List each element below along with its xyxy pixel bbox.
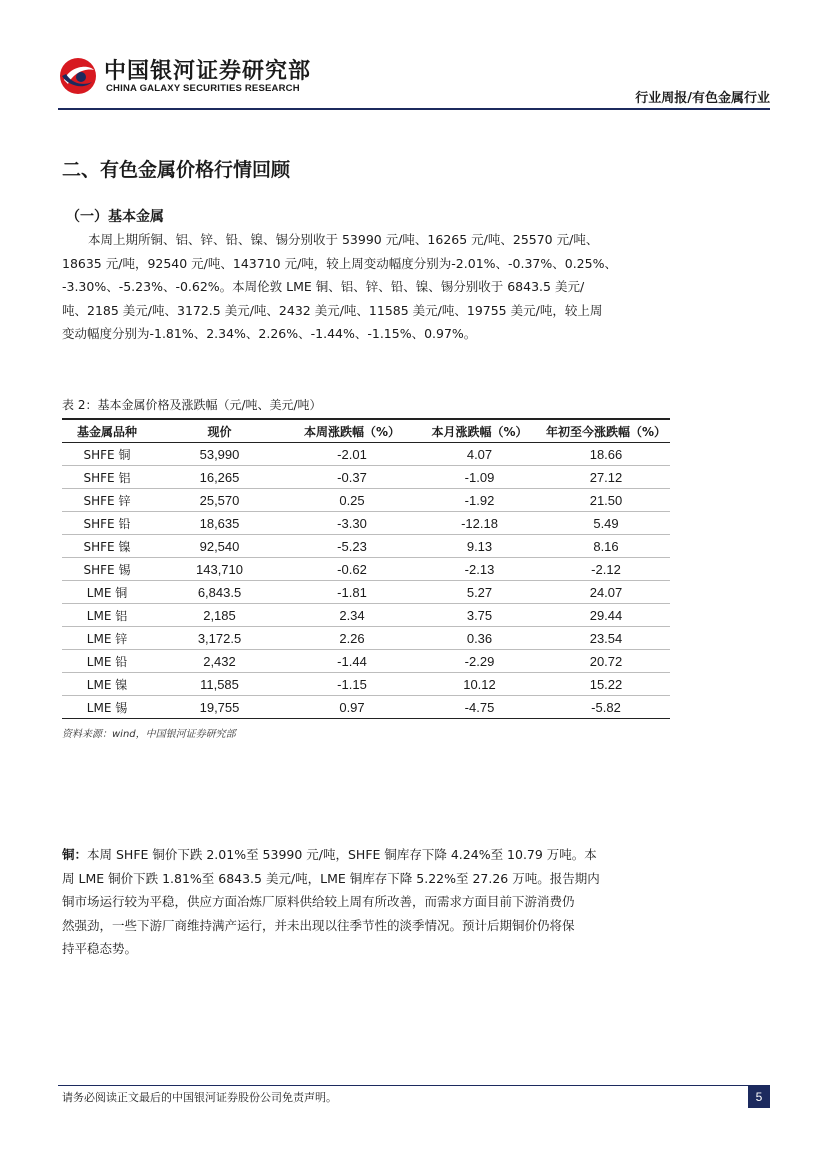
metal-name-cell: LME 铝 bbox=[62, 604, 152, 627]
table-body bbox=[62, 443, 670, 719]
value-cell: 15.22 bbox=[542, 673, 670, 696]
value-cell: 5.27 bbox=[417, 581, 542, 604]
value-cell: 16,265 bbox=[152, 466, 287, 489]
value-cell: -12.18 bbox=[417, 512, 542, 535]
table-row bbox=[62, 673, 670, 696]
value-cell: -5.82 bbox=[542, 696, 670, 719]
page-header bbox=[58, 52, 770, 108]
paragraph-line: 持平稳态势。 bbox=[62, 941, 138, 956]
metal-name-cell: SHFE 铝 bbox=[62, 466, 152, 489]
value-cell: 92,540 bbox=[152, 535, 287, 558]
logo-chinese-name: 中国银河证券研究部 bbox=[104, 59, 312, 84]
value-cell: -2.01 bbox=[287, 443, 417, 466]
metal-name-cell: SHFE 铜 bbox=[62, 443, 152, 466]
table-caption: 表 2：基本金属价格及涨跌幅（元/吨、美元/吨） bbox=[62, 398, 322, 412]
column-header: 本周涨跌幅（%） bbox=[287, 419, 417, 443]
metal-name-cell: LME 锡 bbox=[62, 696, 152, 719]
value-cell: 5.49 bbox=[542, 512, 670, 535]
value-cell: -4.75 bbox=[417, 696, 542, 719]
table-row bbox=[62, 696, 670, 719]
value-cell: 29.44 bbox=[542, 604, 670, 627]
table-row bbox=[62, 535, 670, 558]
column-header: 本月涨跌幅（%） bbox=[417, 419, 542, 443]
value-cell: 20.72 bbox=[542, 650, 670, 673]
value-cell: 6,843.5 bbox=[152, 581, 287, 604]
value-cell: 2.26 bbox=[287, 627, 417, 650]
subsection-title: （一）基本金属 bbox=[66, 209, 164, 225]
value-cell: -1.81 bbox=[287, 581, 417, 604]
column-header: 年初至今涨跌幅（%） bbox=[542, 419, 670, 443]
value-cell: -2.29 bbox=[417, 650, 542, 673]
value-cell: -1.92 bbox=[417, 489, 542, 512]
metal-name-cell: SHFE 锡 bbox=[62, 558, 152, 581]
table-row bbox=[62, 489, 670, 512]
value-cell: 21.50 bbox=[542, 489, 670, 512]
paragraph-line bbox=[62, 843, 630, 867]
table-row bbox=[62, 650, 670, 673]
paragraph-line: 18635 元/吨，92540 元/吨、143710 元/吨，较上周变动幅度分别为-2.01%、-0.37%、0.25%、 bbox=[62, 255, 617, 271]
value-cell: 19,755 bbox=[152, 696, 287, 719]
value-cell: 2.34 bbox=[287, 604, 417, 627]
paragraph-line: 周 LME 铜价下跌 1.81%至 6843.5 美元/吨，LME 铜库存下降 5.22%至 27.26 万吨。报告期内 bbox=[62, 870, 600, 886]
value-cell: 9.13 bbox=[417, 535, 542, 558]
base-metals-paragraph bbox=[62, 228, 630, 346]
metal-name-cell: LME 铜 bbox=[62, 581, 152, 604]
column-header: 现价 bbox=[152, 419, 287, 443]
table-row bbox=[62, 627, 670, 650]
metals-price-table bbox=[62, 418, 670, 719]
value-cell: -2.12 bbox=[542, 558, 670, 581]
copper-label: 铜： bbox=[62, 847, 88, 862]
paragraph-line: 然强劲，一些下游厂商维持满产运行，并未出现以往季节性的淡季情况。预计后期铜价仍将保 bbox=[62, 917, 575, 933]
galaxy-logo-icon bbox=[58, 56, 98, 96]
section-title: 二、有色金属价格行情回顾 bbox=[62, 159, 291, 181]
value-cell: -1.15 bbox=[287, 673, 417, 696]
footer-disclaimer: 请务必阅读正文最后的中国银河证券股份公司免责声明。 bbox=[62, 1091, 337, 1104]
page-number: 5 bbox=[748, 1086, 770, 1108]
paragraph-text: 本周 SHFE 铜价下跌 2.01%至 53990 元/吨，SHFE 铜库存下降 4.24%至 10.79 万吨。本 bbox=[87, 847, 597, 862]
table-row bbox=[62, 581, 670, 604]
value-cell: 2,185 bbox=[152, 604, 287, 627]
table-row bbox=[62, 443, 670, 466]
value-cell: 4.07 bbox=[417, 443, 542, 466]
metal-name-cell: SHFE 铅 bbox=[62, 512, 152, 535]
metal-name-cell: LME 铅 bbox=[62, 650, 152, 673]
value-cell: 0.36 bbox=[417, 627, 542, 650]
value-cell: 3,172.5 bbox=[152, 627, 287, 650]
paragraph-line: 吨、2185 美元/吨、3172.5 美元/吨、2432 美元/吨、11585 美元/吨、19755 美元/吨，较上周 bbox=[62, 302, 603, 318]
value-cell: 3.75 bbox=[417, 604, 542, 627]
paragraph-line: 铜市场运行较为平稳，供应方面冶炼厂原料供给较上周有所改善，而需求方面目前下游消费仍 bbox=[62, 894, 575, 909]
value-cell: 11,585 bbox=[152, 673, 287, 696]
metal-name-cell: LME 锌 bbox=[62, 627, 152, 650]
value-cell: 0.25 bbox=[287, 489, 417, 512]
metal-name-cell: LME 镍 bbox=[62, 673, 152, 696]
value-cell: 143,710 bbox=[152, 558, 287, 581]
value-cell: 0.97 bbox=[287, 696, 417, 719]
value-cell: -0.37 bbox=[287, 466, 417, 489]
table-row bbox=[62, 466, 670, 489]
metal-name-cell: SHFE 镍 bbox=[62, 535, 152, 558]
table-source-note: 资料来源：wind，中国银河证券研究部 bbox=[62, 729, 236, 740]
value-cell: 24.07 bbox=[542, 581, 670, 604]
metal-name-cell: SHFE 锌 bbox=[62, 489, 152, 512]
paragraph-line: -3.30%、-5.23%、-0.62%。本周伦敦 LME 铜、铝、锌、铅、镍、锡分别收于 6843.5 美元/ bbox=[62, 279, 585, 294]
value-cell: -1.09 bbox=[417, 466, 542, 489]
table-header-row bbox=[62, 419, 670, 443]
table-row bbox=[62, 512, 670, 535]
value-cell: 23.54 bbox=[542, 627, 670, 650]
value-cell: 10.12 bbox=[417, 673, 542, 696]
value-cell: 2,432 bbox=[152, 650, 287, 673]
value-cell: -3.30 bbox=[287, 512, 417, 535]
value-cell: -1.44 bbox=[287, 650, 417, 673]
value-cell: 18,635 bbox=[152, 512, 287, 535]
value-cell: -5.23 bbox=[287, 535, 417, 558]
value-cell: 27.12 bbox=[542, 466, 670, 489]
value-cell: 25,570 bbox=[152, 489, 287, 512]
header-divider bbox=[58, 108, 770, 110]
paragraph-line: 变动幅度分别为-1.81%、2.34%、2.26%、-1.44%、-1.15%、0.97%。 bbox=[62, 326, 477, 341]
column-header: 基金属品种 bbox=[62, 419, 152, 443]
table-row bbox=[62, 604, 670, 627]
paragraph-line: 本周上期所铜、铝、锌、铅、镍、锡分别收于 53990 元/吨、16265 元/吨、25570 元/吨、 bbox=[88, 232, 599, 247]
copper-paragraph bbox=[62, 843, 630, 961]
value-cell: 53,990 bbox=[152, 443, 287, 466]
value-cell: 18.66 bbox=[542, 443, 670, 466]
value-cell: -0.62 bbox=[287, 558, 417, 581]
footer-divider bbox=[58, 1085, 770, 1086]
value-cell: -2.13 bbox=[417, 558, 542, 581]
table-row bbox=[62, 558, 670, 581]
report-type: 行业周报/有色金属行业 bbox=[635, 91, 770, 106]
value-cell: 8.16 bbox=[542, 535, 670, 558]
logo-english-name: CHINA GALAXY SECURITIES RESEARCH bbox=[106, 83, 300, 94]
